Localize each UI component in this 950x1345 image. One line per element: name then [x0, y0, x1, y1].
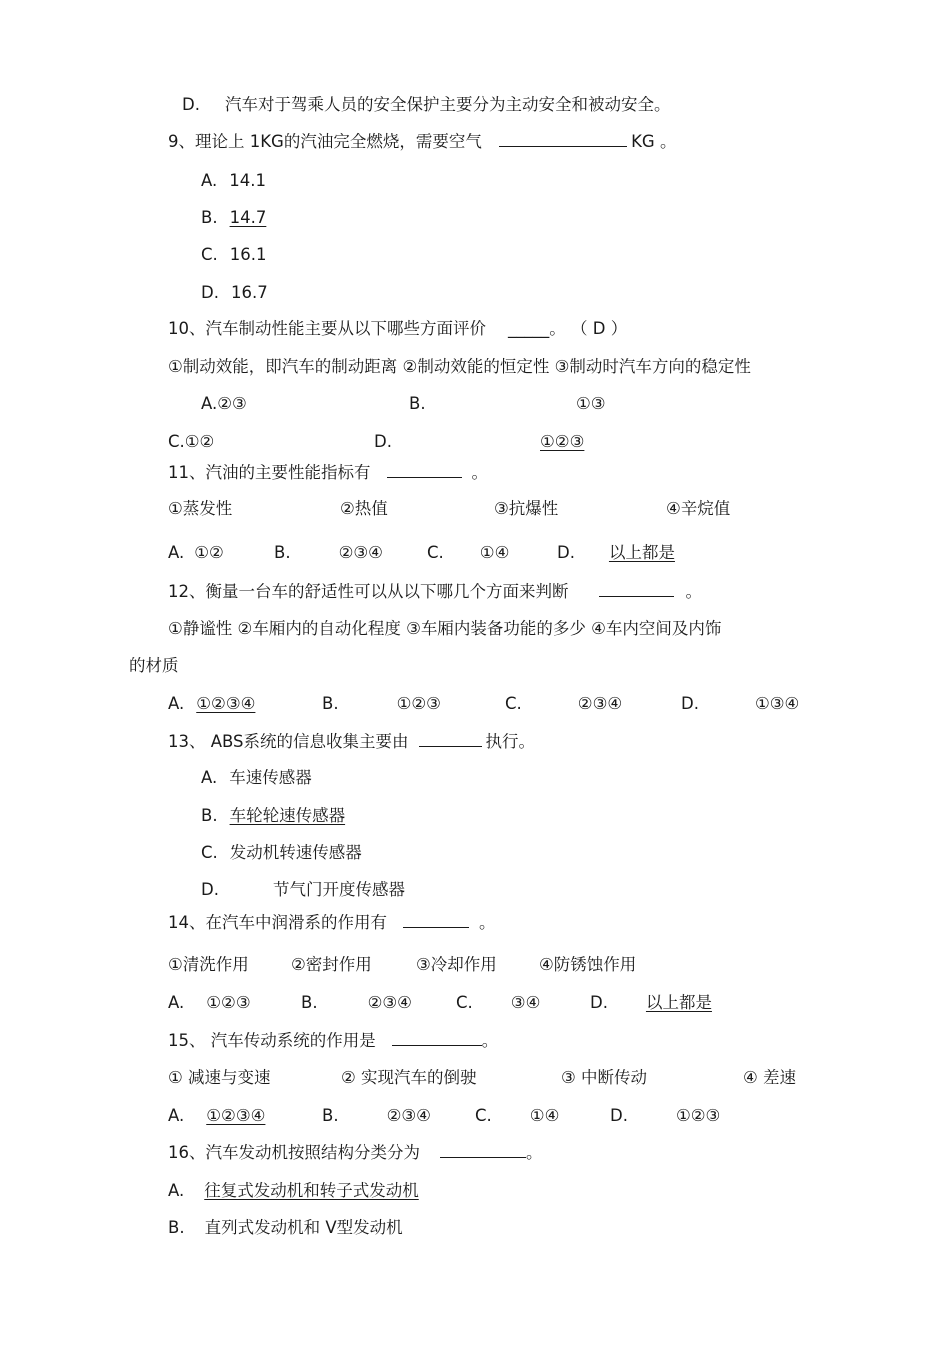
q14-option-a: A. ①②③: [168, 993, 251, 1012]
q14-question: 14、在汽车中润滑系的作用有 。: [168, 913, 496, 932]
q15-item-2: ② 实现汽车的倒驶: [341, 1068, 477, 1087]
q16-option-b: B. 直列式发动机和 V型发动机: [168, 1218, 403, 1237]
correct-answer: ①②③④: [206, 1106, 266, 1125]
q10-option-b-text: ①③: [576, 394, 606, 413]
q11-question: 11、汽油的主要性能指标有 。: [168, 463, 488, 482]
q12-question: 12、衡量一台车的舒适性可以从以下哪几个方面来判断 。: [168, 582, 702, 601]
q12-option-b: B. ①②③: [322, 694, 441, 713]
answer-blank: [440, 1143, 526, 1158]
q14-item-4: ④防锈蚀作用: [539, 955, 637, 974]
q14-item-3: ③冷却作用: [416, 955, 497, 974]
q11-option-d: D. 以上都是: [557, 543, 675, 562]
q9-option-a: A. 14.1: [201, 171, 266, 190]
q13-option-d: D. 节气门开度传感器: [201, 880, 405, 899]
correct-answer: 以上都是: [645, 993, 712, 1012]
q10-question: 10、汽车制动性能主要从以下哪些方面评价 _____。 （ D ）: [168, 319, 628, 338]
q11-item-4: ④辛烷值: [666, 499, 731, 518]
answer-blank: _____: [508, 319, 550, 338]
answer-blank: [599, 582, 674, 597]
q11-item-2: ②热值: [340, 499, 388, 518]
q9-option-d: D. 16.7: [201, 283, 268, 302]
q12-option-d: D. ①③④: [681, 694, 800, 713]
q11-item-1: ①蒸发性: [168, 499, 233, 518]
answer-blank: [387, 463, 462, 478]
q10-option-a: A.②③: [201, 394, 247, 413]
correct-answer: 以上都是: [608, 543, 675, 562]
q10-option-b: B.: [409, 394, 426, 413]
q14-option-c: C. ③④: [456, 993, 541, 1012]
q14-item-2: ②密封作用: [291, 955, 372, 974]
q10-option-d: D.: [374, 432, 392, 451]
q16-option-a: A. 往复式发动机和转子式发动机: [168, 1181, 419, 1200]
q13-option-a: A. 车速传感器: [201, 768, 312, 787]
q15-option-c: C. ①④: [475, 1106, 560, 1125]
q14-option-d: D. 以上都是: [590, 993, 712, 1012]
q10-option-c: C.①②: [168, 432, 215, 451]
q12-items-cont: 的材质: [129, 656, 179, 675]
correct-answer: ①②③④: [196, 694, 256, 713]
answer-blank: [419, 732, 482, 747]
answer-blank: [392, 1031, 482, 1046]
q11-option-c: C. ①④: [427, 543, 510, 562]
answer-blank: [499, 132, 627, 147]
q15-item-3: ③ 中断传动: [561, 1068, 648, 1087]
q9-question: 9、理论上 1KG的汽油完全燃烧，需要空气 KG 。: [168, 132, 677, 151]
q9-option-b: B. 14.7: [201, 208, 274, 228]
q8-option-d: D.: [182, 95, 200, 114]
q13-option-b: B. 车轮轮速传感器: [201, 806, 346, 825]
q9-option-c: C. 16.1: [201, 245, 267, 264]
correct-answer: 14.7: [229, 208, 267, 227]
q12-option-c: C. ②③④: [505, 694, 623, 713]
correct-answer: ①②③: [540, 432, 585, 451]
q16-question: 16、汽车发动机按照结构分类分为 。: [168, 1143, 543, 1162]
q14-option-b: B. ②③④: [301, 993, 412, 1012]
q13-option-c: C. 发动机转速传感器: [201, 843, 362, 862]
q11-option-a: A. ①②: [168, 543, 224, 562]
q13-question: 13、 ABS系统的信息收集主要由 执行。: [168, 732, 536, 751]
q8-option-d-text: 汽车对于驾乘人员的安全保护主要分为主动安全和被动安全。: [225, 95, 671, 114]
q12-option-a: A. ①②③④: [168, 694, 256, 713]
q15-option-b: B. ②③④: [322, 1106, 431, 1125]
q15-option-d: D. ①②③: [610, 1106, 721, 1125]
correct-answer: 往复式发动机和转子式发动机: [204, 1181, 419, 1200]
q11-option-b: B. ②③④: [274, 543, 383, 562]
q15-item-1: ① 减速与变速: [168, 1068, 271, 1087]
q15-item-4: ④ 差速: [743, 1068, 797, 1087]
q12-items: ①静谧性 ②车厢内的自动化程度 ③车厢内装备功能的多少 ④车内空间及内饰: [168, 619, 722, 638]
answer-blank: [403, 913, 469, 928]
correct-answer: 车轮轮速传感器: [229, 806, 346, 825]
q10-items: ①制动效能，即汽车的制动距离 ②制动效能的恒定性 ③制动时汽车方向的稳定性: [168, 357, 751, 376]
q11-item-3: ③抗爆性: [494, 499, 559, 518]
q15-question: 15、 汽车传动系统的作用是 。: [168, 1031, 499, 1050]
q15-option-a: A. ①②③④: [168, 1106, 266, 1125]
q14-item-1: ①清洗作用: [168, 955, 249, 974]
